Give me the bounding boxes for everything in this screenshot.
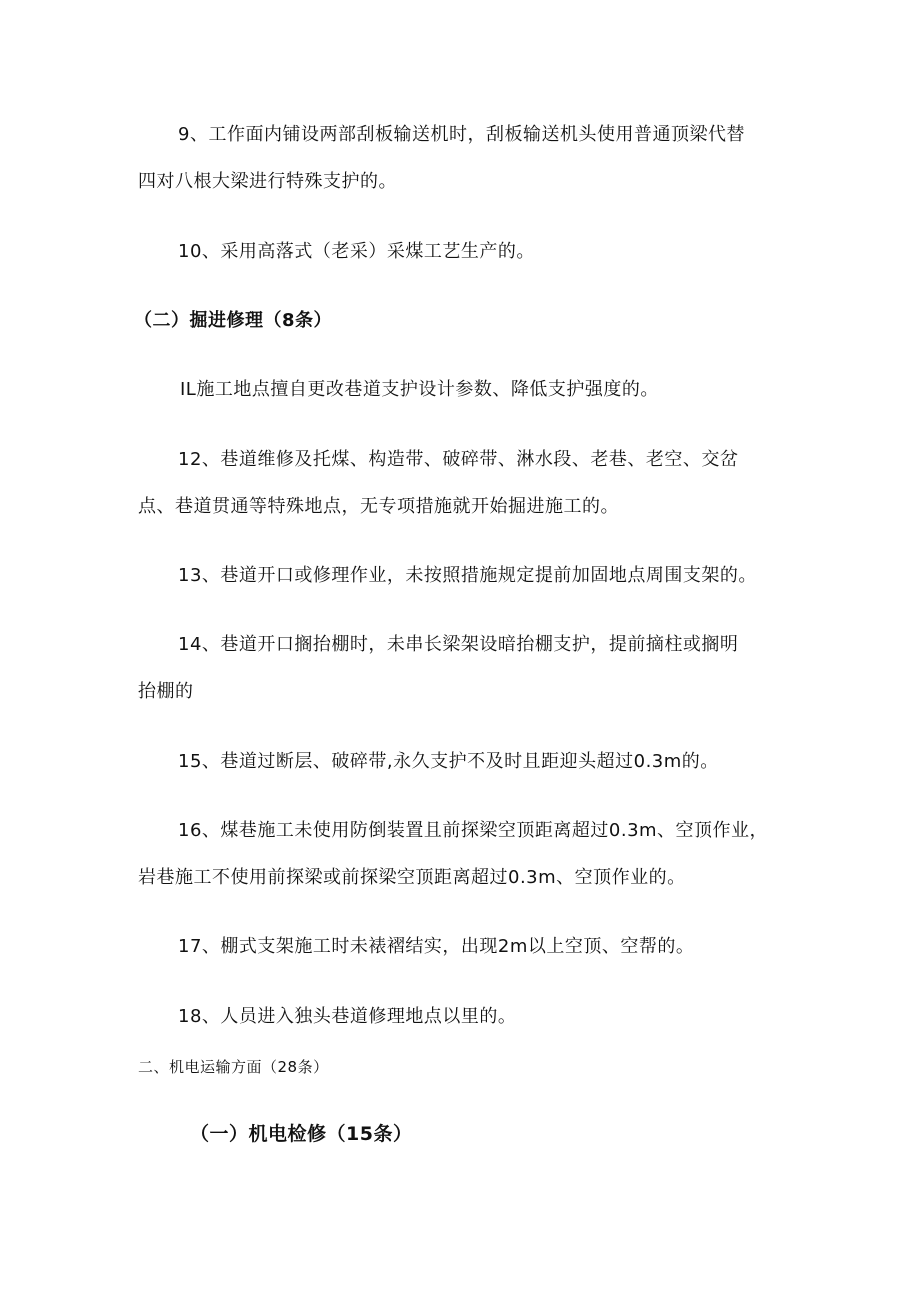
item-12-line-2: 点、巷道贯通等特殊地点，无专项措施就开始掘进施工的。: [138, 496, 619, 517]
item-17: 17、棚式支架施工时未裱褶结实，出现2m以上空顶、空帮的。: [178, 936, 695, 957]
section-heading-excavation-repair: （二）掘进修理（8条）: [134, 310, 333, 331]
item-14-line-2: 抬棚的: [138, 681, 194, 702]
part-heading-electromechanical-transport: 二、机电运输方面（28条）: [138, 1058, 329, 1076]
item-15: 15、巷道过断层、破碎带,永久支护不及时且距迎头超过0.3m的。: [178, 751, 719, 772]
section-heading-electromechanical-maintenance: （一）机电检修（15条）: [190, 1123, 413, 1145]
item-11: IL施工地点擅自更改巷道支护设计参数、降低支护强度的。: [180, 379, 659, 400]
item-18: 18、人员进入独头巷道修理地点以里的。: [178, 1006, 517, 1027]
item-13: 13、巷道开口或修理作业，未按照措施规定提前加固地点周围支架的。: [178, 565, 757, 586]
item-9-line-2: 四对八根大梁进行特殊支护的。: [138, 171, 397, 192]
item-12-line-1: 12、巷道维修及托煤、构造带、破碎带、淋水段、老巷、老空、交岔: [178, 449, 739, 470]
item-10: 10、采用高落式（老采）采煤工艺生产的。: [178, 241, 535, 262]
item-9-line-1: 9、工作面内铺设两部刮板输送机时，刮板输送机头使用普通顶梁代替: [178, 124, 745, 145]
item-16-line-1: 16、煤巷施工未使用防倒装置且前探梁空顶距离超过0.3m、空顶作业，: [178, 820, 769, 841]
item-14-line-1: 14、巷道开口搁抬棚时，未串长梁架设暗抬棚支护，提前摘柱或搁明: [178, 634, 739, 655]
item-16-line-2: 岩巷施工不使用前探梁或前探梁空顶距离超过0.3m、空顶作业的。: [138, 867, 686, 888]
